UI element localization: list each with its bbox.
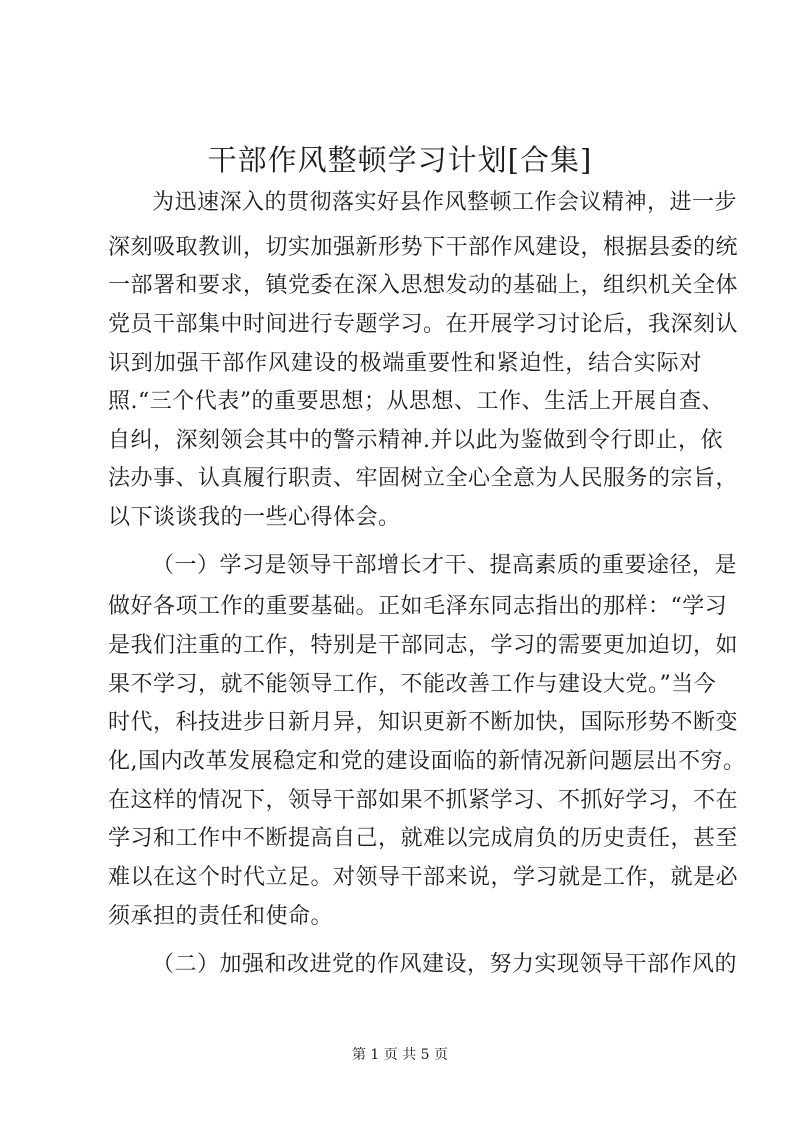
paragraph-line: 难以在这个时代立足。对领导干部来说，学习就是工作，就是必 bbox=[108, 865, 739, 890]
paragraph-line: 一部署和要求，镇党委在深入思想发动的基础上，组织机关全体 bbox=[108, 273, 739, 298]
paragraph-line: （一）学习是领导干部增长才干、提高素质的重要途径，是 bbox=[152, 553, 738, 578]
paragraph-line: 学习和工作中不断提高自己，就难以完成肩负的历史责任，甚至 bbox=[108, 826, 739, 851]
paragraph-line: （二）加强和改进党的作风建设，努力实现领导干部作风的 bbox=[152, 952, 738, 977]
document-title: 干部作风整顿学习计划[合集] bbox=[207, 143, 593, 177]
paragraph-line: 化,国内改革发展稳定和党的建设面临的新情况新问题层出不穷。 bbox=[108, 749, 746, 774]
paragraph-line: 法办事、认真履行职责、牢固树立全心全意为人民服务的宗旨， bbox=[108, 466, 739, 491]
paragraph-line: 做好各项工作的重要基础。正如毛泽东同志指出的那样：“学习 bbox=[108, 594, 728, 619]
paragraph-line: 深刻吸取教训，切实加强新形势下干部作风建设，根据县委的统 bbox=[108, 235, 739, 260]
paragraph-line: 识到加强干部作风建设的极端重要性和紧迫性，结合实际对 bbox=[108, 351, 702, 376]
paragraph-line: 党员干部集中时间进行专题学习。在开展学习讨论后，我深刻认 bbox=[108, 312, 739, 337]
paragraph-line: 为迅速深入的贯彻落实好县作风整顿工作会议精神，进一步 bbox=[152, 190, 738, 215]
paragraph-line: 时代，科技进步日新月异，知识更新不断加快，国际形势不断变 bbox=[108, 710, 739, 735]
paragraph-line: 是我们注重的工作，特别是干部同志，学习的需要更加迫切，如 bbox=[108, 633, 739, 658]
paragraph-line: 自纠，深刻领会其中的警示精神.并以此为鉴做到令行即止，依 bbox=[108, 428, 723, 453]
paragraph-line: 以下谈谈我的一些心得体会。 bbox=[108, 505, 401, 530]
paragraph-line: 果不学习，就不能领导工作，不能改善工作与建设大党。”当今 bbox=[108, 672, 717, 697]
paragraph-line: 照.“三个代表”的重要思想；从思想、工作、生活上开展自查、 bbox=[108, 389, 724, 414]
paragraph-line: 在这样的情况下，领导干部如果不抓紧学习、不抓好学习，不在 bbox=[108, 788, 739, 813]
paragraph-line: 须承担的责任和使命。 bbox=[108, 904, 334, 929]
page-number: 第 1 页 共 5 页 bbox=[351, 1047, 449, 1063]
